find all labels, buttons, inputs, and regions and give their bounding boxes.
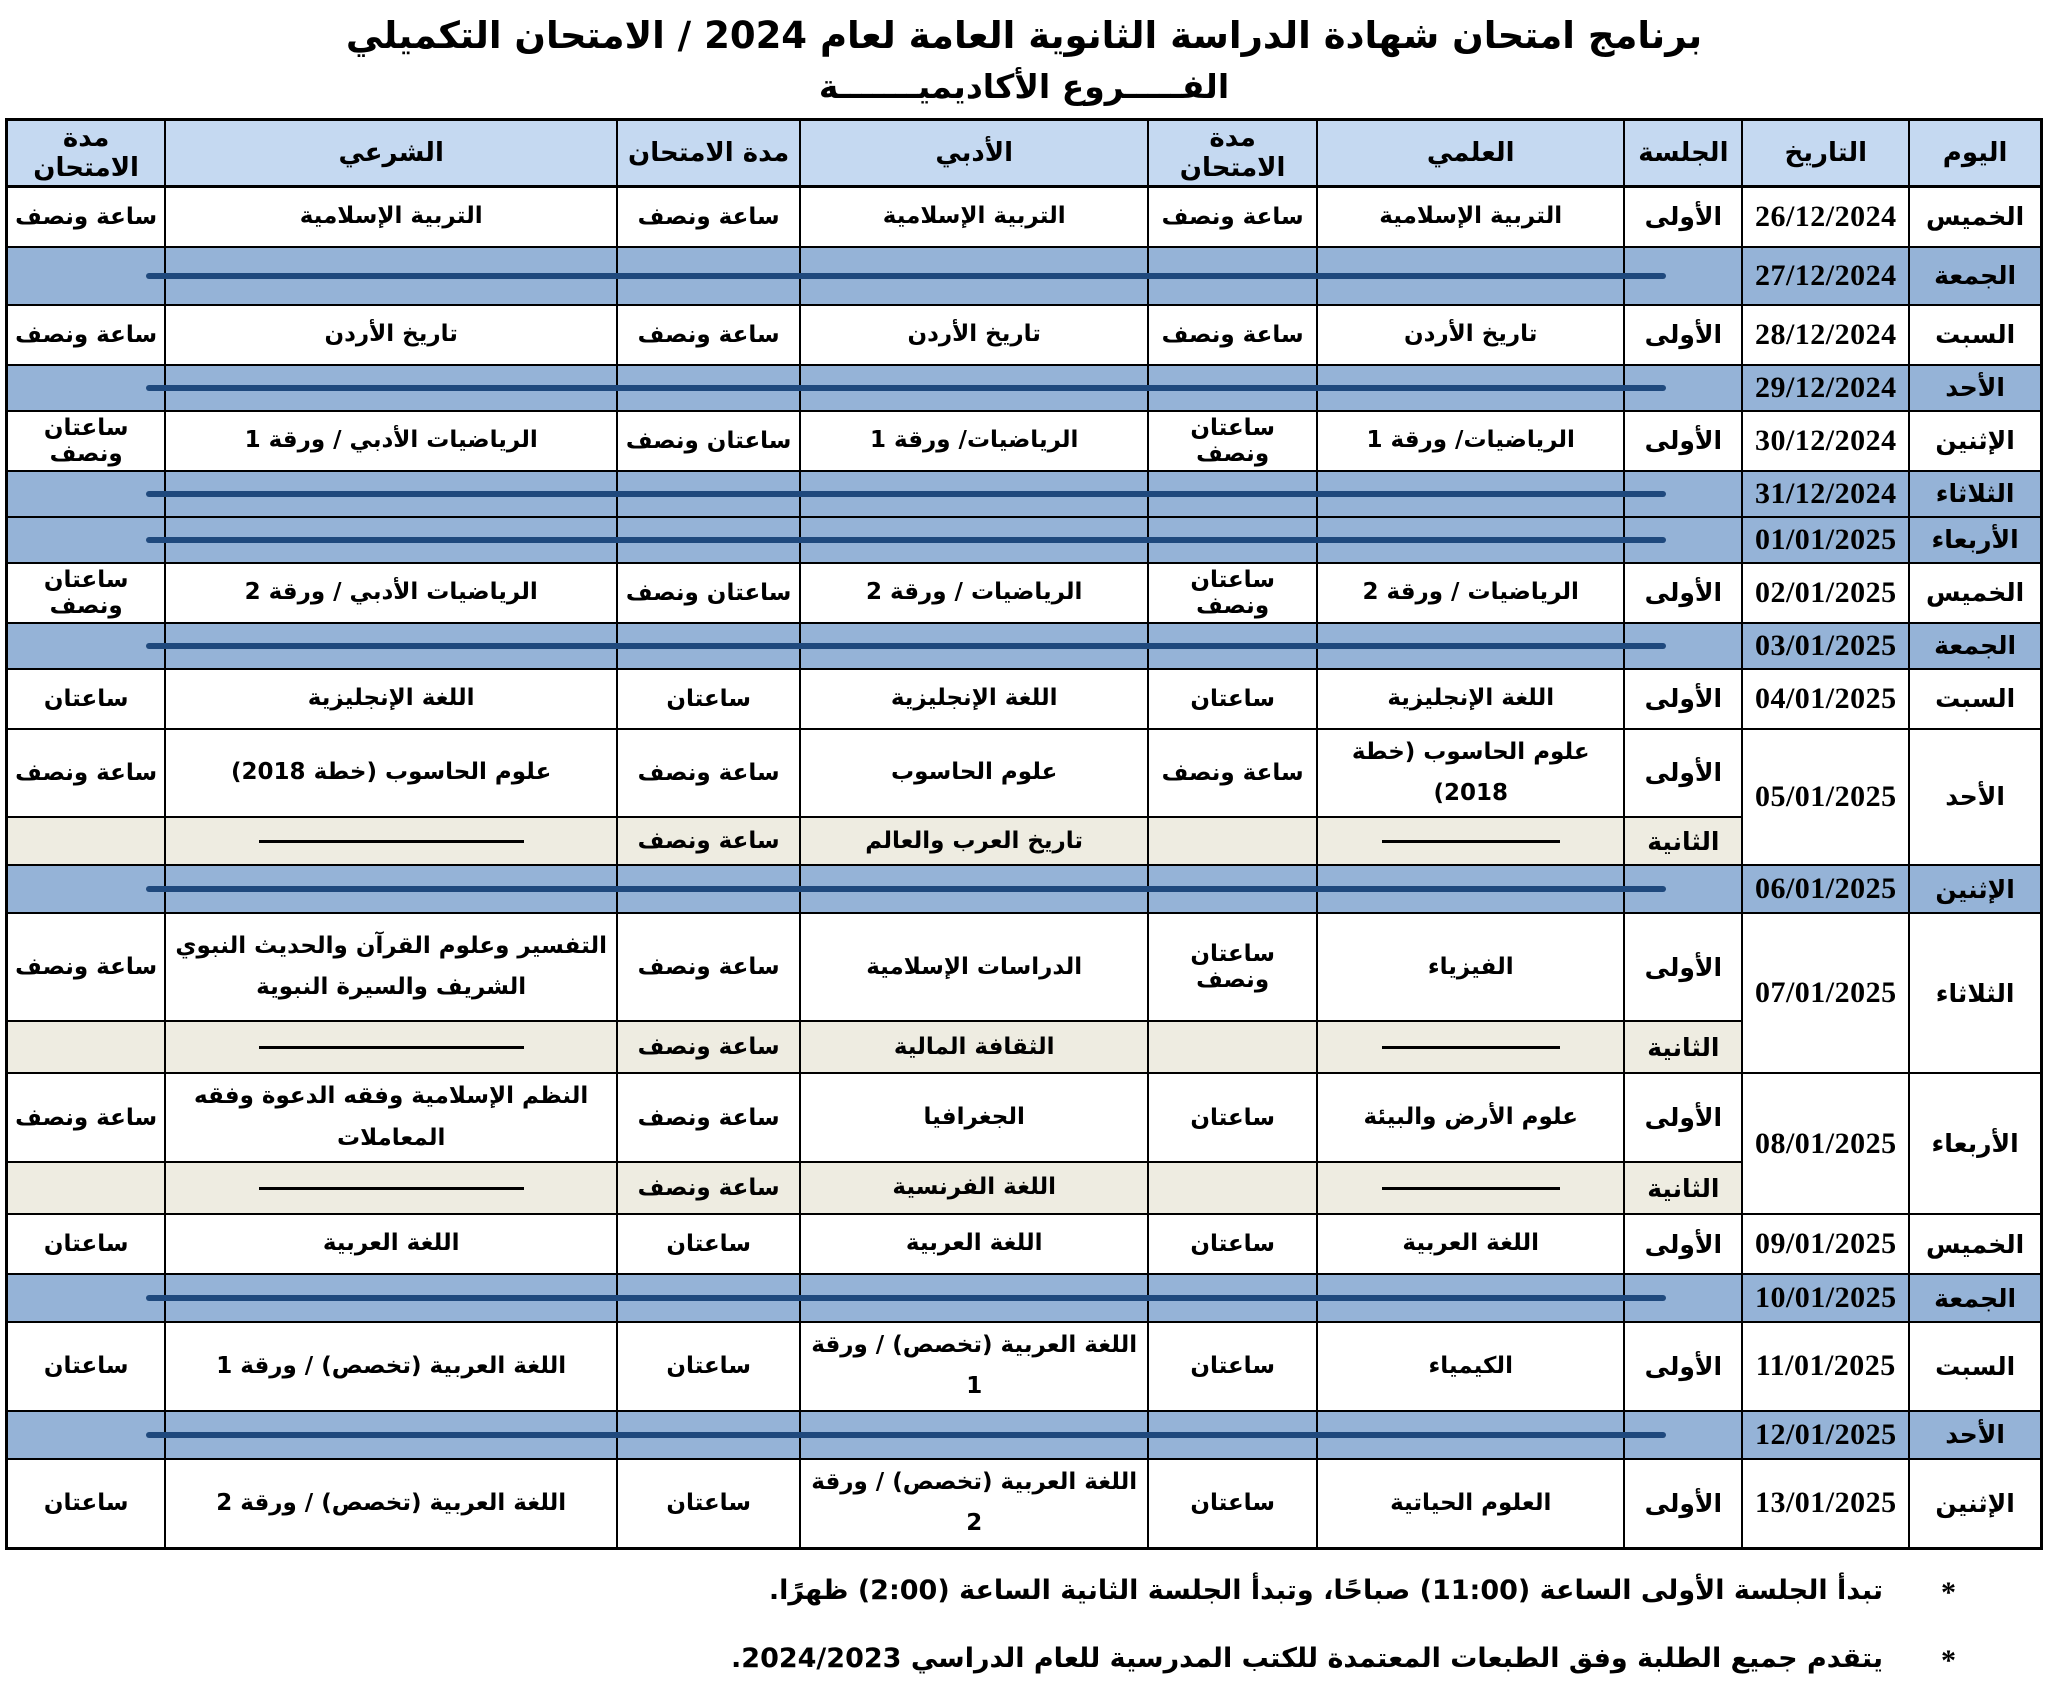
- scientific-duration-cell: [1148, 1162, 1317, 1214]
- literary-subject-cell: تاريخ الأردن: [800, 305, 1148, 365]
- closure-line: [146, 643, 1666, 649]
- sharia-subject-cell: اللغة الإنجليزية: [165, 669, 617, 729]
- date-cell: 10/01/2025: [1742, 1274, 1909, 1322]
- closed-day-row: [7, 247, 2042, 305]
- literary-duration-cell: ساعة ونصف: [617, 1073, 800, 1162]
- sharia-subject-cell: الرياضيات الأدبي / ورقة 1: [165, 411, 617, 471]
- closed-day-row: [7, 365, 2042, 411]
- dash-line: [259, 1046, 524, 1049]
- day-cell: الأحد: [1909, 729, 2041, 866]
- literary-subject-cell: الرياضيات/ ورقة 1: [800, 411, 1148, 471]
- header-row: [7, 120, 2042, 187]
- closure-line: [146, 385, 1666, 391]
- scientific-duration-cell: [1148, 1021, 1317, 1073]
- scientific-subject-cell: تاريخ الأردن: [1317, 305, 1624, 365]
- day-cell: الأربعاء: [1909, 517, 2041, 563]
- closed-session-cell: [1624, 1411, 1742, 1459]
- column-header-5: الأدبي: [800, 120, 1148, 187]
- session-cell: الأولى: [1624, 187, 1742, 247]
- sharia-duration-cell: [7, 1162, 166, 1214]
- session-cell: الأولى: [1624, 913, 1742, 1021]
- session-cell: الثانية: [1624, 817, 1742, 865]
- closed-cell: [7, 247, 166, 305]
- scientific-subject-cell: الكيمياء: [1317, 1322, 1624, 1411]
- column-header-6: مدة الامتحان: [617, 120, 800, 187]
- sharia-duration-cell: ساعة ونصف: [7, 305, 166, 365]
- sharia-duration-cell: ساعتان: [7, 1214, 166, 1274]
- dash-line: [1382, 1046, 1560, 1049]
- date-cell: 02/01/2025: [1742, 563, 1909, 623]
- sharia-subject-cell: علوم الحاسوب (خطة 2018): [165, 729, 617, 818]
- day-cell: الإثنين: [1909, 1459, 2041, 1548]
- closure-line: [146, 1295, 1666, 1301]
- literary-subject-cell: اللغة العربية (تخصص) / ورقة 1: [800, 1322, 1148, 1411]
- literary-duration-cell: ساعتان: [617, 1322, 800, 1411]
- literary-duration-cell: ساعتان ونصف: [617, 411, 800, 471]
- asterisk-marker: *: [1941, 1643, 1956, 1677]
- session-cell: الأولى: [1624, 1459, 1742, 1548]
- sharia-subject-cell: [165, 1162, 617, 1214]
- day-cell: الخميس: [1909, 563, 2041, 623]
- closure-line: [146, 886, 1666, 892]
- session-cell: الثانية: [1624, 1162, 1742, 1214]
- literary-subject-cell: علوم الحاسوب: [800, 729, 1148, 818]
- scientific-duration-cell: ساعتان ونصف: [1148, 411, 1317, 471]
- date-cell: 07/01/2025: [1742, 913, 1909, 1073]
- page-title: برنامج امتحان شهادة الدراسة الثانوية العامة لعام 2024 / الامتحان التكميلي: [345, 14, 1703, 57]
- day-cell: الأحد: [1909, 365, 2041, 411]
- exam-row: [7, 817, 2042, 865]
- session-cell: الأولى: [1624, 729, 1742, 818]
- session-cell: الثانية: [1624, 1021, 1742, 1073]
- sharia-subject-cell: [165, 817, 617, 865]
- day-cell: الخميس: [1909, 1214, 2041, 1274]
- closed-session-cell: [1624, 471, 1742, 517]
- scientific-duration-cell: ساعتان: [1148, 1214, 1317, 1274]
- literary-duration-cell: ساعتان: [617, 1214, 800, 1274]
- exam-row: [7, 1021, 2042, 1073]
- day-cell: السبت: [1909, 305, 2041, 365]
- session-cell: الأولى: [1624, 1214, 1742, 1274]
- session-cell: الأولى: [1624, 305, 1742, 365]
- page-subtitle: الفـــــروع الأكاديميـــــــة: [818, 67, 1230, 106]
- literary-duration-cell: ساعتان: [617, 669, 800, 729]
- day-cell: الأربعاء: [1909, 1073, 2041, 1214]
- sharia-subject-cell: اللغة العربية (تخصص) / ورقة 1: [165, 1322, 617, 1411]
- scientific-duration-cell: ساعتان: [1148, 1322, 1317, 1411]
- closed-cell: [7, 1411, 166, 1459]
- date-cell: 28/12/2024: [1742, 305, 1909, 365]
- date-cell: 01/01/2025: [1742, 517, 1909, 563]
- scientific-duration-cell: ساعتان: [1148, 669, 1317, 729]
- date-cell: 09/01/2025: [1742, 1214, 1909, 1274]
- session-cell: الأولى: [1624, 669, 1742, 729]
- literary-subject-cell: اللغة الإنجليزية: [800, 669, 1148, 729]
- sharia-duration-cell: ساعتان: [7, 1459, 166, 1548]
- scientific-subject-cell: التربية الإسلامية: [1317, 187, 1624, 247]
- day-cell: الخميس: [1909, 187, 2041, 247]
- column-header-3: العلمي: [1317, 120, 1624, 187]
- closed-cell: [7, 517, 166, 563]
- exam-row: [7, 563, 2042, 623]
- closed-session-cell: [1624, 865, 1742, 913]
- sharia-subject-cell: تاريخ الأردن: [165, 305, 617, 365]
- closed-day-row: [7, 865, 2042, 913]
- exam-row: [7, 729, 2042, 818]
- literary-duration-cell: ساعة ونصف: [617, 913, 800, 1021]
- exam-row: [7, 1322, 2042, 1411]
- title-block: [0, 0, 2048, 106]
- closed-cell: [7, 865, 166, 913]
- sharia-subject-cell: [165, 1021, 617, 1073]
- column-header-2: الجلسة: [1624, 120, 1742, 187]
- sharia-duration-cell: [7, 1021, 166, 1073]
- sharia-duration-cell: ساعتان ونصف: [7, 563, 166, 623]
- footnote-text: تبدأ الجلسة الأولى الساعة (11:00) صباحًا، وتبدأ الجلسة الثانية الساعة (2:00) ظهرًا.: [768, 1574, 1883, 1606]
- literary-subject-cell: الثقافة المالية: [800, 1021, 1148, 1073]
- sharia-duration-cell: ساعة ونصف: [7, 187, 166, 247]
- scientific-subject-cell: العلوم الحياتية: [1317, 1459, 1624, 1548]
- date-cell: 27/12/2024: [1742, 247, 1909, 305]
- day-cell: الإثنين: [1909, 865, 2041, 913]
- dash-line: [259, 840, 524, 843]
- exam-row: [7, 187, 2042, 247]
- footnote-session-times: [0, 1572, 1956, 1614]
- day-cell: الإثنين: [1909, 411, 2041, 471]
- scientific-subject-cell: الرياضيات / ورقة 2: [1317, 563, 1624, 623]
- closed-day-row: [7, 1411, 2042, 1459]
- scientific-duration-cell: ساعتان: [1148, 1459, 1317, 1548]
- sharia-subject-cell: التفسير وعلوم القرآن والحديث النبوي الشريف والسيرة النبوية: [165, 913, 617, 1021]
- scientific-duration-cell: ساعة ونصف: [1148, 305, 1317, 365]
- exam-row: [7, 669, 2042, 729]
- date-cell: 26/12/2024: [1742, 187, 1909, 247]
- scientific-subject-cell: اللغة الإنجليزية: [1317, 669, 1624, 729]
- column-header-8: مدة الامتحان: [7, 120, 166, 187]
- literary-subject-cell: الرياضيات / ورقة 2: [800, 563, 1148, 623]
- literary-duration-cell: ساعة ونصف: [617, 1021, 800, 1073]
- day-cell: الجمعة: [1909, 623, 2041, 669]
- date-cell: 12/01/2025: [1742, 1411, 1909, 1459]
- closed-session-cell: [1624, 623, 1742, 669]
- date-cell: 13/01/2025: [1742, 1459, 1909, 1548]
- column-header-4: مدة الامتحان: [1148, 120, 1317, 187]
- sharia-duration-cell: ساعتان: [7, 669, 166, 729]
- date-cell: 31/12/2024: [1742, 471, 1909, 517]
- literary-subject-cell: اللغة العربية: [800, 1214, 1148, 1274]
- scientific-duration-cell: ساعتان ونصف: [1148, 913, 1317, 1021]
- closed-cell: [7, 1274, 166, 1322]
- sharia-duration-cell: ساعة ونصف: [7, 729, 166, 818]
- exam-row: [7, 913, 2042, 1021]
- exam-row: [7, 305, 2042, 365]
- date-cell: 08/01/2025: [1742, 1073, 1909, 1214]
- closed-session-cell: [1624, 365, 1742, 411]
- scientific-subject-cell: علوم الحاسوب (خطة 2018): [1317, 729, 1624, 818]
- dash-line: [259, 1187, 524, 1190]
- scientific-duration-cell: ساعة ونصف: [1148, 729, 1317, 818]
- exam-row: [7, 1073, 2042, 1162]
- scientific-subject-cell: الفيزياء: [1317, 913, 1624, 1021]
- sharia-subject-cell: اللغة العربية (تخصص) / ورقة 2: [165, 1459, 617, 1548]
- sharia-subject-cell: التربية الإسلامية: [165, 187, 617, 247]
- date-cell: 11/01/2025: [1742, 1322, 1909, 1411]
- footnotes-block: [0, 1572, 1956, 1682]
- sharia-duration-cell: ساعتان ونصف: [7, 411, 166, 471]
- date-cell: 06/01/2025: [1742, 865, 1909, 913]
- closure-line: [146, 1432, 1666, 1438]
- dash-line: [1382, 840, 1560, 843]
- exam-schedule-table: [5, 118, 2043, 1550]
- closed-day-row: [7, 517, 2042, 563]
- day-cell: الجمعة: [1909, 1274, 2041, 1322]
- exam-row: [7, 1459, 2042, 1548]
- footnote-book-editions: [0, 1640, 1956, 1682]
- scientific-duration-cell: ساعة ونصف: [1148, 187, 1317, 247]
- scientific-subject-cell: [1317, 1162, 1624, 1214]
- date-cell: 05/01/2025: [1742, 729, 1909, 866]
- sharia-duration-cell: ساعة ونصف: [7, 1073, 166, 1162]
- literary-duration-cell: ساعتان: [617, 1459, 800, 1548]
- literary-duration-cell: ساعة ونصف: [617, 187, 800, 247]
- date-cell: 30/12/2024: [1742, 411, 1909, 471]
- closed-cell: [7, 471, 166, 517]
- closed-session-cell: [1624, 517, 1742, 563]
- closed-day-row: [7, 471, 2042, 517]
- column-header-0: اليوم: [1909, 120, 2041, 187]
- date-cell: 29/12/2024: [1742, 365, 1909, 411]
- literary-duration-cell: ساعة ونصف: [617, 817, 800, 865]
- closed-session-cell: [1624, 1274, 1742, 1322]
- session-cell: الأولى: [1624, 411, 1742, 471]
- literary-subject-cell: الجغرافيا: [800, 1073, 1148, 1162]
- sharia-duration-cell: ساعتان: [7, 1322, 166, 1411]
- closed-day-row: [7, 1274, 2042, 1322]
- day-cell: السبت: [1909, 1322, 2041, 1411]
- closure-line: [146, 273, 1666, 279]
- scientific-duration-cell: ساعتان ونصف: [1148, 563, 1317, 623]
- scientific-subject-cell: [1317, 1021, 1624, 1073]
- dash-line: [1382, 1187, 1560, 1190]
- session-cell: الأولى: [1624, 1322, 1742, 1411]
- closure-line: [146, 491, 1666, 497]
- literary-duration-cell: ساعة ونصف: [617, 1162, 800, 1214]
- sharia-duration-cell: ساعة ونصف: [7, 913, 166, 1021]
- literary-duration-cell: ساعتان ونصف: [617, 563, 800, 623]
- scientific-subject-cell: علوم الأرض والبيئة: [1317, 1073, 1624, 1162]
- literary-subject-cell: اللغة العربية (تخصص) / ورقة 2: [800, 1459, 1148, 1548]
- closed-session-cell: [1624, 247, 1742, 305]
- column-header-7: الشرعي: [165, 120, 617, 187]
- day-cell: السبت: [1909, 669, 2041, 729]
- sharia-subject-cell: اللغة العربية: [165, 1214, 617, 1274]
- scientific-subject-cell: [1317, 817, 1624, 865]
- sharia-duration-cell: [7, 817, 166, 865]
- closed-day-row: [7, 623, 2042, 669]
- day-cell: الجمعة: [1909, 247, 2041, 305]
- scientific-duration-cell: [1148, 817, 1317, 865]
- literary-subject-cell: التربية الإسلامية: [800, 187, 1148, 247]
- literary-duration-cell: ساعة ونصف: [617, 305, 800, 365]
- day-cell: الأحد: [1909, 1411, 2041, 1459]
- exam-row: [7, 1162, 2042, 1214]
- asterisk-marker: *: [1941, 1575, 1956, 1609]
- schedule-body: [7, 187, 2042, 1549]
- column-header-1: التاريخ: [1742, 120, 1909, 187]
- session-cell: الأولى: [1624, 563, 1742, 623]
- exam-row: [7, 1214, 2042, 1274]
- scientific-subject-cell: الرياضيات/ ورقة 1: [1317, 411, 1624, 471]
- closed-cell: [7, 623, 166, 669]
- sharia-subject-cell: النظم الإسلامية وفقه الدعوة وفقه المعاملات: [165, 1073, 617, 1162]
- literary-subject-cell: الدراسات الإسلامية: [800, 913, 1148, 1021]
- day-cell: الثلاثاء: [1909, 471, 2041, 517]
- session-cell: الأولى: [1624, 1073, 1742, 1162]
- literary-duration-cell: ساعة ونصف: [617, 729, 800, 818]
- literary-subject-cell: اللغة الفرنسية: [800, 1162, 1148, 1214]
- literary-subject-cell: تاريخ العرب والعالم: [800, 817, 1148, 865]
- closure-line: [146, 537, 1666, 543]
- date-cell: 04/01/2025: [1742, 669, 1909, 729]
- sharia-subject-cell: الرياضيات الأدبي / ورقة 2: [165, 563, 617, 623]
- date-cell: 03/01/2025: [1742, 623, 1909, 669]
- closed-cell: [7, 365, 166, 411]
- exam-row: [7, 411, 2042, 471]
- scientific-duration-cell: ساعتان: [1148, 1073, 1317, 1162]
- footnote-text: يتقدم جميع الطلبة وفق الطبعات المعتمدة للكتب المدرسية للعام الدراسي 2024/2023.: [731, 1642, 1883, 1674]
- scientific-subject-cell: اللغة العربية: [1317, 1214, 1624, 1274]
- day-cell: الثلاثاء: [1909, 913, 2041, 1073]
